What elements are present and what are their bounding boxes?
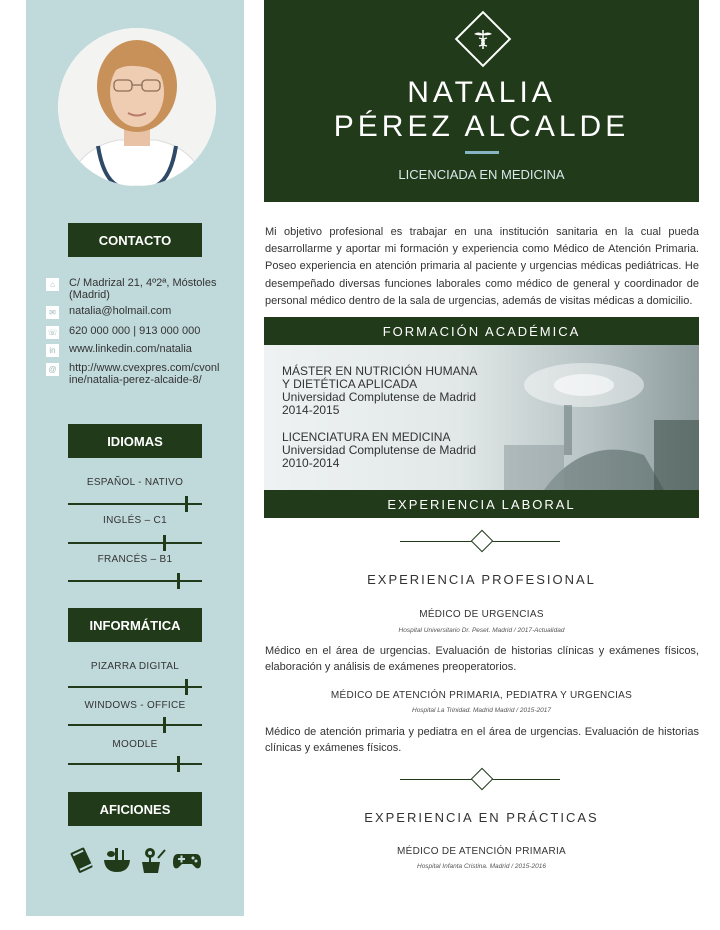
language-label-english: INGLÉS – C1 xyxy=(103,515,167,526)
last-name: PÉREZ ALCALDE xyxy=(333,110,630,143)
language-label-french: FRANCÉS – B1 xyxy=(97,554,173,565)
language-level-spanish xyxy=(68,503,202,505)
contact-heading: CONTACTO xyxy=(68,223,202,257)
contact-website[interactable] xyxy=(46,362,236,386)
computing-level-windows-office xyxy=(68,724,202,726)
internship-place: Hospital Infanta Cristina. Madrid / 2015-2016 xyxy=(417,863,546,870)
language-level-english xyxy=(68,542,202,544)
web-icon: @ xyxy=(46,363,59,376)
level-marker xyxy=(177,756,180,772)
degree-title: MÁSTER EN NUTRICIÓN HUMANA xyxy=(282,364,478,378)
portrait-image xyxy=(58,28,216,186)
languages-heading: IDIOMAS xyxy=(68,424,202,458)
computing-label-digital-board: PIZARRA DIGITAL xyxy=(90,661,180,672)
divider-diamond-icon xyxy=(471,768,494,791)
contact-linkedin[interactable] xyxy=(46,343,236,357)
contact-email[interactable] xyxy=(46,305,236,319)
experience-heading: EXPERIENCIA LABORAL xyxy=(264,490,699,518)
caduceus-icon xyxy=(471,27,495,51)
computing-level-moodle xyxy=(68,763,202,765)
education-item-degree xyxy=(282,431,476,470)
language-level-french xyxy=(68,580,202,582)
computing-label-moodle: MOODLE xyxy=(112,739,158,750)
school-name: Universidad Complutense de Madrid xyxy=(282,443,477,457)
first-name: NATALIA xyxy=(407,76,556,109)
job-description: Médico en el área de urgencias. Evaluación de historias clínicas y exámenes físicos, elaboración y análisis de exámenes preoperatorios. xyxy=(265,645,699,673)
study-years: 2010-2014 xyxy=(282,456,340,470)
language-label-spanish: ESPAÑOL - NATIVO xyxy=(86,477,184,488)
internship-experience-title: EXPERIENCIA EN PRÁCTICAS xyxy=(364,810,599,825)
degree-title: LICENCIATURA EN MEDICINA xyxy=(282,430,451,444)
level-marker xyxy=(185,679,188,695)
school-name: Universidad Complutense de Madrid xyxy=(282,390,477,404)
education-heading: FORMACIÓN ACADÉMICA xyxy=(264,317,699,345)
linkedin-icon: in xyxy=(46,344,59,357)
website-text[interactable]: http://www.cvexpres.com/cvonline/natalia-perez-alcaide-8/ xyxy=(69,362,220,386)
job-place: Hospital Universitario Dr. Peset. Madrid / 2017-Actualidad xyxy=(398,627,565,634)
level-marker xyxy=(163,717,166,733)
address-text: C/ Madrizal 21, 4º2ª, Móstoles (Madrid) xyxy=(69,277,217,301)
gamepad-icon xyxy=(172,846,202,874)
header-banner xyxy=(264,0,699,202)
level-marker xyxy=(163,535,166,551)
study-years: 2014-2015 xyxy=(282,403,340,417)
job-position: MÉDICO DE URGENCIAS xyxy=(419,609,544,620)
objective-text: Mi objetivo profesional es trabajar en una institución sanitaria en la cual pueda desarrollarme y aportar mi formación y experiencia como Médico de Atención Primaria. Poseo experiencia en atención primaria al paciente y urgencias médicas pediátricas. He desempeñado diversas funciones laborales como médico de general y coordinador de personal médico dentro de la sala de urgencias, además de visitas médicas a domicilio. xyxy=(265,226,699,307)
education-item-master xyxy=(282,365,477,417)
email-text[interactable]: natalia@holmail.com xyxy=(69,305,172,317)
level-marker xyxy=(185,496,188,512)
book-icon xyxy=(68,846,96,874)
cooking-icon xyxy=(102,846,132,874)
hobbies-heading: AFICIONES xyxy=(68,792,202,826)
home-icon: ⌂ xyxy=(46,278,59,291)
professional-experience-title: EXPERIENCIA PROFESIONAL xyxy=(367,572,596,587)
job-title: LICENCIADA EN MEDICINA xyxy=(398,167,565,182)
level-marker xyxy=(177,573,180,589)
computing-heading: INFORMÁTICA xyxy=(68,608,202,642)
internship-position: MÉDICO DE ATENCIÓN PRIMARIA xyxy=(396,846,567,857)
profile-photo xyxy=(58,28,216,186)
degree-title-continued: Y DIETÉTICA APLICADA xyxy=(282,377,418,391)
mail-icon: ✉ xyxy=(46,306,59,319)
phone-icon: ☏ xyxy=(47,328,58,337)
education-section xyxy=(264,345,699,490)
computing-label-windows-office: WINDOWS - OFFICE xyxy=(84,700,186,711)
title-divider xyxy=(465,151,499,154)
hobbies-icons xyxy=(68,846,202,874)
contact-phone xyxy=(46,325,236,339)
job-description: Médico de atención primaria y pediatra en el área de urgencias. Evaluación de historias clínicas y exámenes físicos. xyxy=(265,726,699,754)
phone-text: 620 000 000 | 913 000 000 xyxy=(69,325,201,337)
caduceus-logo xyxy=(455,11,512,68)
divider-diamond-icon xyxy=(471,530,494,553)
job-position: MÉDICO DE ATENCIÓN PRIMARIA, PEDIATRA Y URGENCIAS xyxy=(330,690,633,701)
contact-address xyxy=(46,277,236,301)
linkedin-text[interactable]: www.linkedin.com/natalia xyxy=(69,343,192,355)
job-place: Hospital La Trinidad. Madrid Madrid / 2015-2017 xyxy=(412,707,551,714)
gardening-icon xyxy=(138,846,166,874)
computing-level-digital-board xyxy=(68,686,202,688)
